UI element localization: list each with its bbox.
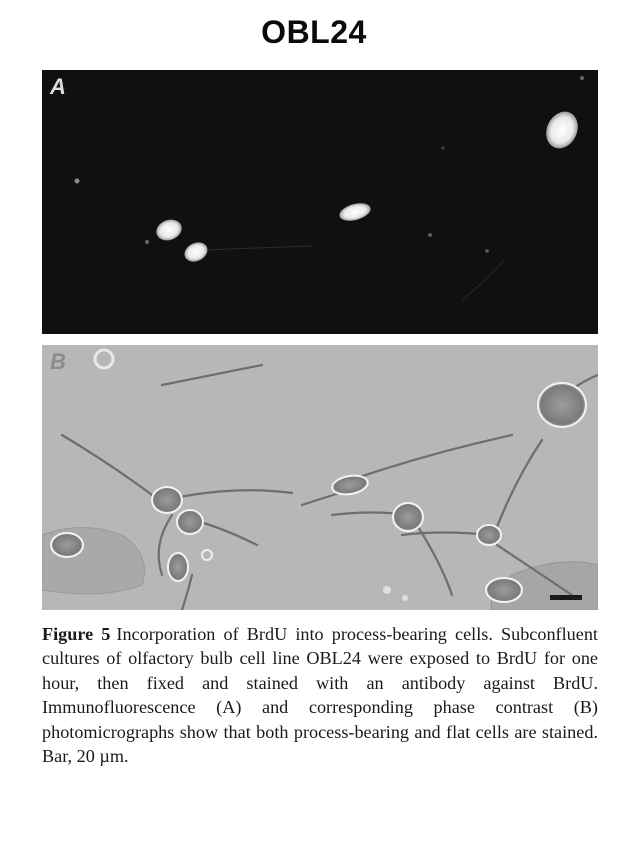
cell-body bbox=[177, 510, 203, 534]
cell-body bbox=[477, 525, 501, 545]
caption-text: Incorporation of BrdU into process-bearing cells. Subconfluent cultures of olfactory bulb cell line OBL24 were exposed to BrdU for one hour, then fixed and stained with an antibody against BrdU. Immunofluorescence (A) and corresponding phase contrast (B) photomicrographs show that both process-bearing and flat cells are stained. Bar, 20 µm. bbox=[42, 624, 598, 767]
panel-b-label: B bbox=[50, 349, 66, 374]
cell-body bbox=[51, 533, 83, 557]
panel-a-label: A bbox=[50, 74, 66, 99]
phase-contrast-micrograph bbox=[42, 345, 598, 610]
cell-body bbox=[393, 503, 423, 531]
cell-body bbox=[168, 553, 188, 581]
figure-caption bbox=[42, 622, 598, 768]
fluorescence-micrograph bbox=[42, 70, 598, 334]
figure-label: Figure 5 bbox=[42, 624, 111, 644]
cell-body bbox=[152, 487, 182, 513]
cell-body bbox=[538, 383, 586, 427]
panel-a-immunofluorescence-image bbox=[42, 70, 598, 334]
scale-bar bbox=[550, 595, 582, 600]
cell-body bbox=[486, 578, 522, 602]
figure-title: OBL24 bbox=[261, 14, 367, 50]
panel-b-phase-contrast-image bbox=[42, 345, 598, 610]
